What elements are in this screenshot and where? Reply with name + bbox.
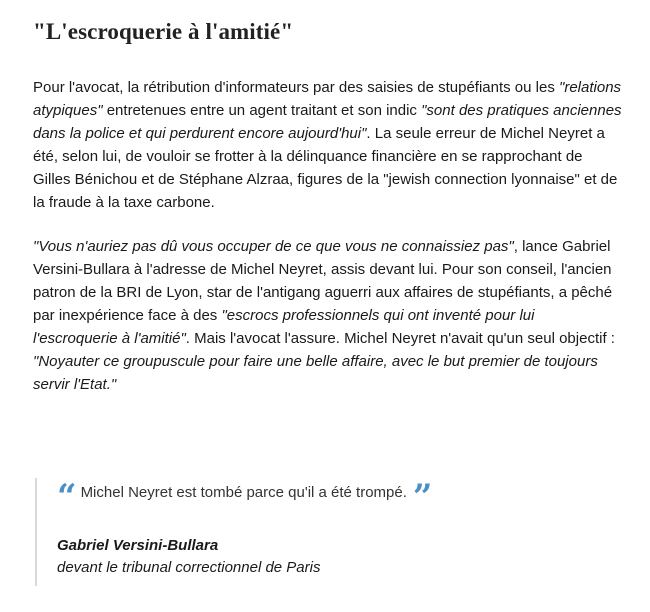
- paragraph-2-italic-2: "escrocs professionnels qui ont inventé pour lui l'escroquerie à l'amitié": [33, 307, 535, 347]
- paragraph-1-italic-2: "sont des pratiques anciennes dans la police et qui perdurent encore aujourd'hui": [33, 102, 622, 142]
- paragraph-1-text-2: entretenues entre un agent traitant et son indic: [102, 102, 422, 119]
- pull-quote: [35, 478, 597, 586]
- paragraph-1-italic-1: "relations atypiques": [33, 79, 622, 119]
- open-quote-icon: “: [57, 477, 77, 518]
- paragraph-2: [33, 235, 623, 396]
- paragraph-2-text-2: . Mais l'avocat l'assure. Michel Neyret n'avait qu'un seul objectif :: [185, 330, 615, 347]
- paragraph-2-italic-1: "Vous n'auriez pas dû vous occuper de ce que vous ne connaissiez pas": [33, 238, 514, 255]
- close-quote-icon: ”: [412, 477, 433, 518]
- paragraph-1: [33, 76, 623, 214]
- quote-line: [57, 477, 433, 518]
- article-body: [33, 0, 623, 396]
- paragraph-1-text-1: Pour l'avocat, la rétribution d'informateurs par des saisies de stupéfiants ou les: [33, 79, 560, 96]
- paragraph-2-italic-3: "Noyauter ce groupuscule pour faire une belle affaire, avec le but premier de toujours servir l'Etat.": [33, 353, 598, 393]
- quote-author: Gabriel Versini-Bullara: [57, 537, 219, 554]
- paragraph-1-text-3: . La seule erreur de Michel Neyret a été, selon lui, de vouloir se frotter à la délinquance financière en se rapprochant de Gilles Bénichou et de Stéphane Alzraa, figures de la "jewish connection lyonnaise" et de la fraude à la taxe carbone.: [33, 125, 618, 211]
- section-heading: "L'escroquerie à l'amitié": [33, 19, 294, 44]
- paragraph-2-text-1: , lance Gabriel Versini-Bullara à l'adresse de Michel Neyret, assis devant lui. Pour son conseil, l'ancien patron de la BRI de Lyon, star de l'antigang aguerri aux affaires de stupéfiants, a pêché par inexpérience face à des: [33, 238, 613, 324]
- quote-author-role: devant le tribunal correctionnel de Paris: [57, 559, 321, 576]
- quote-text: Michel Neyret est tombé parce qu'il a été trompé.: [80, 484, 407, 502]
